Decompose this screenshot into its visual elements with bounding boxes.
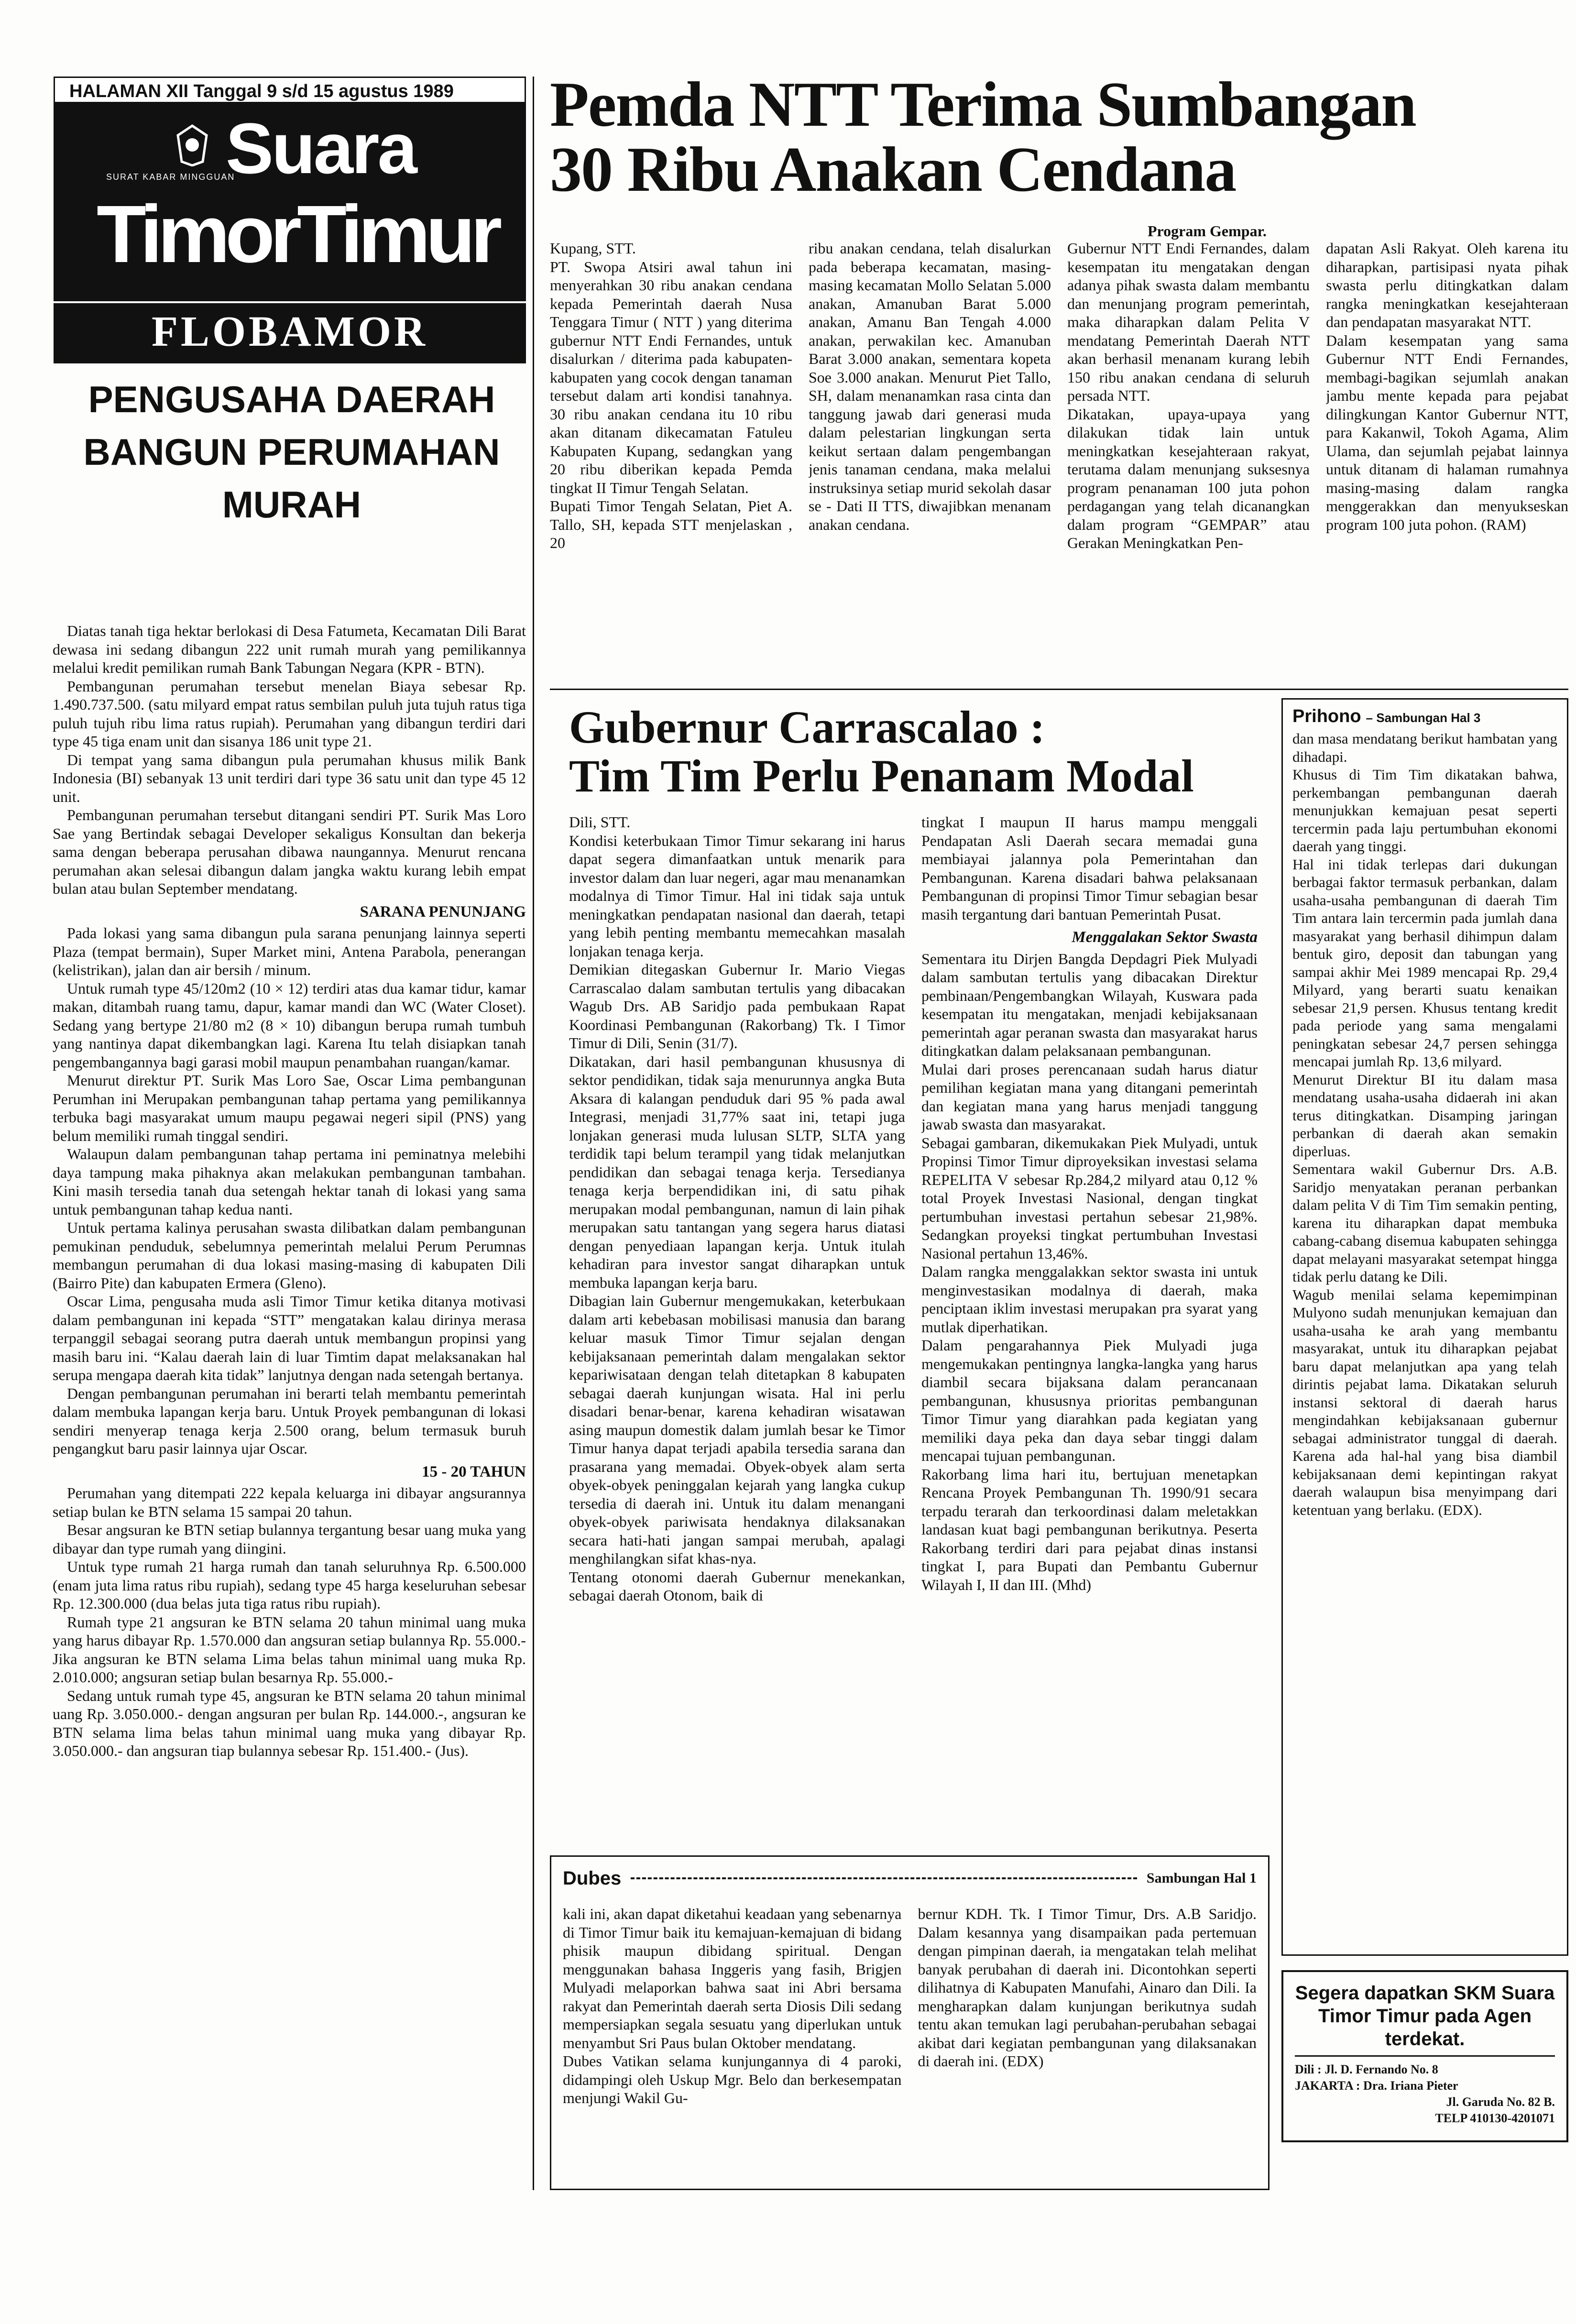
prihono-box [1281,698,1568,1956]
dubes-continuation: Sambungan Hal 1 [1146,1870,1257,1886]
prihono-body: dan masa mendatang berikut hambatan yang dihadapi. Khusus di Tim Tim dikatakan bahwa, perkembangan pembangunan daerah menunjukkan kemajuan pesat seperti tercermin pada laju pertumbuhan ekonomi daerah yang tinggi. Hal ini tidak terlepas dari dukungan berbagai faktor termasuk perbankan, dalam usaha-usaha pembangunan di daerah Tim Tim antara lain tercermin pada jumlah dana masyarakat yang berhasil dihimpun dalam bentuk giro, deposit dan tabungan yang sampai akhir Mei 1989 mencapai Rp. 29,4 Milyard, yang berarti suatu kenaikan sebesar 21,9 persen. Khusus tentang kredit pada periode yang sama mengalami peningkatan sebesar 24,7 persen sehingga mencapai jumlah Rp. 13,6 milyard. Menurut Direktur BI itu dalam masa mendatang usaha-usaha didaerah ini akan terus ditingkatkan. Disamping jaringan perbankan di daerah akan semakin diperluas. Sementara wakil Gubernur Drs. A.B. Saridjo menyatakan peranan perbankan dalam pelita V di Tim Tim semakin penting, karena itu diharapkan dapat membuka cabang-cabang disemua kabupaten sehingga dapat melayani masyarakat setempat hingga tidak perlu datang ke Dili. Wagub menilai selama kepemimpinan Mulyono sudah menunjukan kemajuan dan usaha-usaha ke arah yang membantu masyarakat, untuk itu diharapkan pejabat baru dapat melanjutkan apa yang telah dirintis pejabat lama. Dikatakan seluruh instansi sektoral di daerah harus mengindahkan kebijaksanaan gubernur sebagai administrator tunggal di daerah. Karena ada hal-hal yang bisa diambil kebijaksanaan demi kepintingan rakyat daerah walaupun bisa menyimpang dari ketentuan yang berlaku. (EDX). [1292,730,1557,1518]
dubes-label: Dubes [563,1867,622,1889]
ad-rule [1295,2055,1555,2057]
ad-box [1281,1970,1568,2142]
subhead-tahun: 15 - 20 TAHUN [422,1463,526,1480]
column-rule [533,77,534,2190]
left-article-headline: PENGUSAHA DAERAH BANGUN PERUMAHAN MURAH [83,378,500,526]
logo-bottom: TimorTimur [97,189,498,280]
top-article-headline: Pemda NTT Terima Sumbangan 30 Ribu Anakan Cendana [550,69,1416,205]
issue-line: HALAMAN XII Tanggal 9 s/d 15 agustus 1989 [54,77,526,103]
logo-small-caption: SURAT KABAR MINGGUAN [106,172,235,182]
dubes-dash-rule [631,1877,1137,1879]
masthead [54,77,526,363]
dubes-body: kali ini, akan dapat diketahui keadaan yang sebenarnya di Timor Timur baik itu kemajuan-kemajuan di bidang phisik maupun dibidang spiritual. Dengan menggunakan bahasa Inggeris yang fasih, Brigjen Mulyadi melaporkan bahwa saat ini Abri bersama rakyat dan Pemerintah daerah serta Diosis Dili sedang mempersiapkan segala sesuatu yang diperlukan untuk menyambut Sri Paus bulan Oktober mendatang. Dubes Vatikan selama kunjungannya di 4 paroki, didampingi oleh Uskup Mgr. Belo dan berkesempatan menjungi Wakil Gu- bernur KDH. Tk. I Timor Timur, Drs. A.B Saridjo. Dalam kesannya yang disampaikan pada pertemuan dengan pimpinan daerah, ia mengatakan telah melihat banyak perubahan di daerah ini. Dicontohkan seperti dilihatnya di Kabupaten Manufahi, Ainaro dan Dili. Ia mengharapkan dalam kunjungan berikutnya sudah tentu akan temukan lagi perubahan-perubahan sebagai akibat dari kegiatan pembangunan yang dilaksanakan di daerah ini. (EDX) [563,1905,1257,2106]
ad-line-dili: Dili : Jl. D. Fernando No. 8 [1295,2062,1438,2076]
prihono-continuation: – Sambungan Hal 3 [1366,711,1481,725]
ad-line-address: Jl. Garuda No. 82 B. [1446,2095,1555,2109]
top-article-kicker: Program Gempar. [1148,222,1267,240]
subhead-sarana: SARANA PENUNJANG [360,903,526,921]
ad-title: Segera dapatkan SKM Suara Timor Timur pada Agen terdekat. [1295,1983,1555,2050]
left-article-body: Diatas tanah tiga hektar berlokasi di Desa Fatumeta, Kecamatan Dili Barat dewasa ini sedang dibangun 222 unit rumah murah yang pemilikannya melalui kredit pemilikan rumah Bank Tabungan Negara (KPR - BTN). Pembangunan perumahan tersebut menelan Biaya sebesar Rp. 1.490.737.500. (satu milyard empat ratus sembilan puluh juta tujuh ratus tiga puluh tujuh ribu lima ratus rupiah). Perumahan yang dibangun terdiri dari type 45 tiga enam unit dan sisanya 186 unit type 21. Di tempat yang sama dibangun pula perumahan khusus milik Bank Indonesia (BI) sebanyak 13 unit terdiri dari type 36 satu unit dan type 45 12 unit. Pembangunan perumahan tersebut ditangani sendiri PT. Surik Mas Loro Sae yang Bertindak sebagai Developer sekaligus Konsultan dan bekerja sama dengan beberapa perusahan dibawa naungannya. Menurut rencana perumahan akan selesai dibangun dalam jangka waktu kurang lebih empat bulan atau bulan September mendatang. SARANA PENUNJANG Pada lokasi yang sama dibangun pula sarana penunjang lainnya seperti Plaza (tempat bermain), Super Market mini, Antena Parabola, penerangan (kelistrikan), jalan dan air bersih / minum. Untuk rumah type 45/120m2 (10 × 12) terdiri atas dua kamar tidur, kamar makan, ditambah ruang tamu, dapur, kamar mandi dan WC (Water Closet). Sedang yang bertype 21/80 m2 (8 × 10) dibangun berupa rumah tumbuh yang nantinya dapat dikembangkan lagi. Karena Itu telah disiapkan tanah pengembangannya bagi garasi mobil maupun penambahan ruangan/kamar. Menurut direktur PT. Surik Mas Loro Sae, Oscar Lima pembangunan Perumhan ini Merupakan pembangunan tahap pertama yang pemilikannya terbuka bagi masyarakat umum maupu pegawai negeri sipil (PNS) yang belum memiliki rumah tinggal sendiri. Walaupun dalam pembangunan tahap pertama ini peminatnya melebihi daya tampung maka pihaknya akan melakukan pembangunan tambahan. Kini masih tersedia tanah dua setengah hektar tanah di lokasi yang sama untuk pembangunan tahap kedua nanti. Untuk pertama kalinya perusahan swasta dilibatkan dalam pembangunan pemukinan penduduk, sebelumnya pemerintah melalui Perum Perumnas membangun perumahan di dua lokasi masing-masing di kabupaten Dili (Bairro Pite) dan kabupaten Ermera (Gleno). Oscar Lima, pengusaha muda asli Timor Timur ketika ditanya motivasi dalam pembangunan ini kepada “STT” mengatakan kalau dirinya merasa terpanggil sebagai seorang putra daerah untuk membangun propinsi yang masih baru ini. “Kalau daerah lain di luar Timtim dapat melaksanakan hal serupa mengapa daerah kita tidak” lanjutnya dengan nada setengah bertanya. Dengan pembangunan perumahan ini berarti telah membantu pemerintah dalam membuka lapangan kerja baru. Untuk Proyek pembangunan di lokasi sendiri menyerap tenaga kerja 2.500 orang, belum termasuk buruh pengangkut baru pasir lainnya ujar Oscar. 15 - 20 TAHUN Perumahan yang ditempati 222 kepala keluarga ini dibayar angsurannya setiap bulan ke BTN selama 15 sampai 20 tahun. Besar angsuran ke BTN setiap bulannya tergantung besar uang muka yang dibayar dan type rumah yang diingini. Untuk type rumah 21 harga rumah dan tanah seluruhnya Rp. 6.500.000 (enam juta lima ratus ribu rupiah), sedang type 45 harga keseluruhan sebesar Rp. 12.300.000 (dua belas juta tiga ratus ribu rupiah). Rumah type 21 angsuran ke BTN selama 20 tahun minimal uang muka yang harus dibayar Rp. 1.570.000 dan angsuran setiap bulannya Rp. 55.000.- Jika angsuran ke BTN selama Lima belas tahun minimal uang muka Rp. 2.010.000; angsuran setiap bulan besarnya Rp. 55.000.- Sedang untuk rumah type 45, angsuran ke BTN selama 20 tahun minimal uang Rp. 3.050.000.- dengan angsuran per bulan Rp. 144.000.-, angsuran ke BTN selama lima belas tahun minimal uang muka yang dibayar Rp. 3.050.000.- dan angsuran tiap bulannya sebesar Rp. 151.400.- (Jus). [53,622,526,1759]
ad-line-phone: TELP 410130-4201071 [1435,2111,1555,2125]
mid-article-body: Dili, STT. Kondisi keterbukaan Timor Timur sekarang ini harus dapat segera dimanfaatkan untuk menarik para investor dalam dan luar negeri, agar mau menanamkan modalnya di Timor Timur. Hal ini tidak saja untuk meningkatkan pendapatan nasional dan daerah, tetapi yang lebih penting membantu memecahkan masalah lonjakan tenaga kerja. Demikian ditegaskan Gubernur Ir. Mario Viegas Carrascalao dalam sambutan tertulis yang dibacakan Wagub Drs. AB Saridjo pada pembukaan Rapat Koordinasi Pembangunan (Rakorbang) Tk. I Timor Timur di Dili, Senin (31/7). Dikatakan, dari hasil pembangunan khususnya di sektor pendidikan, tidak saja menurunnya angka Buta Aksara di kalangan penduduk dari 95 % pada awal Integrasi, menjadi 31,77% saat ini, tetapi juga lonjakan generasi muda lulusan SLTP, SLTA yang terdidik tapi belum terampil yang tidak melanjutkan pendidikan dan sebagai tenaga kerja. Tersedianya tenaga kerja berpendidikan ini, di satu pihak merupakan modal pembangunan, namun di lain pihak merupakan satu tantangan yang segera harus diatasi dengan penyediaan lapangan kerja. Untuk itulah kehadiran para investor sangat diharapkan untuk membuka lapangan kerja baru. Dibagian lain Gubernur mengemukakan, keterbukaan dalam arti kebebasan mobilisasi manusia dan barang keluar masuk Timor Timur sejalan dengan kebijaksanaan pemerintah dalam mengalakan sektor kepariwisataan dengan telah ditetapkan 8 kabupaten sebagai daerah kunjungan wisata. Hal ini perlu disadari benar-benar, karena kehadiran wisatawan asing maupun domestik dalam jumlah besar ke Timor Timur hanya dapat terjadi apabila tersedia sarana dan prasarana yang memadai. Obyek-obyek alam serta obyek-obyek peninggalan kejarah yang langka cukup tersedia di daerah ini. Untuk itu dalam menangani obyek-obyek pariwisata hendaknya dilaksanakan secara hati-hati jangan sampai merubah, apalagi menghilangkan sifat khas-nya. Tentang otonomi daerah Gubernur menekankan, sebagai daerah Otonom, baik di tingkat I maupun II harus mampu menggali Pendapatan Asli Daerah secara memadai guna membiayai jalannya pola Pemerintahan dan Pembangunan. Karena disadari bahwa pelaksanaan Pembangunan di propinsi Timor Timur sebagian besar masih tergantung dari bantuan Pemerintah Pusat. Menggalakan Sektor Swasta Sementara itu Dirjen Bangda Depdagri Piek Mulyadi dalam sambutan tertulis yang dibacakan Direktur pembinaan/Pengembangkan Wilayah, Kuswara pada kesempatan itu mengatakan, menjadi kebijaksanaan pemerintah agar peranan swasta dan masyarakat harus ditingkatkan dalam pelaksanaan pembangunan. Mulai dari proses perencanaan sudah harus diatur pemilihan kegiatan mana yang ditangani pemerintah dan kegiatan mana yang harus menjadi tanggung jawab swasta dan masyarakat. Sebagai gambaran, dikemukakan Piek Mulyadi, untuk Propinsi Timor Timur diproyeksikan investasi selama REPELITA V sebesar Rp.284,2 milyard atau 0,12 % total Proyek Investasi Nasional, dengan tingkat pertumbuhan investasi pertahun sebesar 21,98%. Sedangkan proyeksi tingkat pertumbuhan Investasi Nasional pertahun 13,46%. Dalam rangka menggalakkan sektor swasta ini untuk menginvestasikan modalnya di daerah, maka penciptaan iklim investasi merupakan pra syarat yang mutlak diperhatikan. Dalam pengarahannya Piek Mulyadi juga mengemukakan pentingnya langka-langka yang harus diambil secara bijaksana dalam perancanaan pembangunan, khususnya prioritas pembangunan Timor Timur yang diarahkan pada kegiatan yang memiliki daya peka dan daya sebar tinggi dalam mencapai tujuan pembangunan. Rakorbang lima hari itu, bertujuan menetapkan Rencana Proyek Pembangunan Th. 1990/91 secara terpadu terarah dan terkoordinasi dalam meletakkan landasan kuat bagi pembangunan berikutnya. Peserta Rakorbang terdiri dari para pejabat dinas instansi tingkat I, para Bupati dan Pembantu Gubernur Wilayah I, II dan III. (Mhd) [569,813,1258,1604]
ad-line-jakarta: JAKARTA : Dra. Iriana Pieter [1295,2079,1458,2093]
top-article-body: Kupang, STT. PT. Swopa Atsiri awal tahun ini menyerahkan 30 ribu anakan cendana kepada Pemerintah daerah Nusa Tenggara Timur ( NTT ) yang diterima gubernur NTT Endi Fernandes, untuk disalurkan / diterima pada kabupaten-kabupaten yang cocok dengan tanaman tersebut dalam arti kondisi tanahnya. 30 ribu anakan cendana itu 10 ribu akan ditanam dikecamatan Fatuleu Kabupaten Kupang, sedangkan yang 20 ribu diberikan kepada Pemda tingkat II Timur Tengah Selatan. Bupati Timor Tengah Selatan, Piet A. Tallo, SH, kepada STT menjelaskan , 20 ribu anakan cendana, telah disalurkan pada beberapa kecamatan, masing-masing kecamatan Mollo Selatan 5.000 anakan, Amanuban Barat 5.000 anakan, Amanu Ban Tengah 4.000 anakan, perwakilan kec. Amanuban Barat 3.000 anakan, sementara kopeta Soe 3.000 anakan. Menurut Piet Tallo, SH, dalam menanamkan rasa cinta dan tanggung jawab dari generasi muda dalam pelestarian lingkungan serta keikut sertaan dalam pengembangan jenis tanaman cendana, maka melalui instruksinya setiap murid sekolah dasar se - Dati II TTS, diwajibkan menanam anakan cendana. Gubernur NTT Endi Fernandes, dalam kesempatan itu mengatakan dengan adanya pihak swasta dalam membantu dan menunjang program pemerintah, maka diharapkan dalam Pelita V mendatang Pemerintah Daerah NTT akan berhasil menanam kurang lebih 150 ribu anakan cendana di seluruh persada NTT. Dikatakan, upaya-upaya yang dilakukan tidak lain untuk meningkatkan kesejahteraan rakyat, terutama dalam menunjang suksesnya program penanaman 100 juta pohon perdagangan yang telah dicanangkan dalam program “GEMPAR” atau Gerakan Meningkatkan Pen- dapatan Asli Rakyat. Oleh karena itu diharapkan, partisipasi nyata pihak swasta perlu ditingkatkan dalam rangka meningkatkan kesejahteraan dan pendapatan masyarakat NTT. Dalam kesempatan yang sama Gubernur NTT Endi Fernandes, membagi-bagikan sejumlah anakan jambu mente kepada para pejabat dilingkungan Kantor Gubernur NTT, para Kakanwil, Tokoh Agama, Alim Ulama, dan sejumlah pejabat lainnya untuk ditanam di halaman rumahnya masing-masing dalam rangka menggerakkan dan menyukseskan program 100 juta pohon. (RAM) [550,240,1568,551]
section-banner [54,301,526,361]
logo-top: Suara [226,108,416,188]
logo-emblem-icon [173,123,211,166]
horizontal-rule-top [550,689,1568,690]
dubes-box [550,1855,1270,2190]
prihono-label: Prihono [1292,706,1361,726]
section-name: FLOBAMOR [152,308,428,355]
subhead-swasta: Menggalakan Sektor Swasta [1072,929,1258,946]
mid-article-headline: Gubernur Carrascalao : Tim Tim Perlu Penanam Modal [569,702,1194,801]
